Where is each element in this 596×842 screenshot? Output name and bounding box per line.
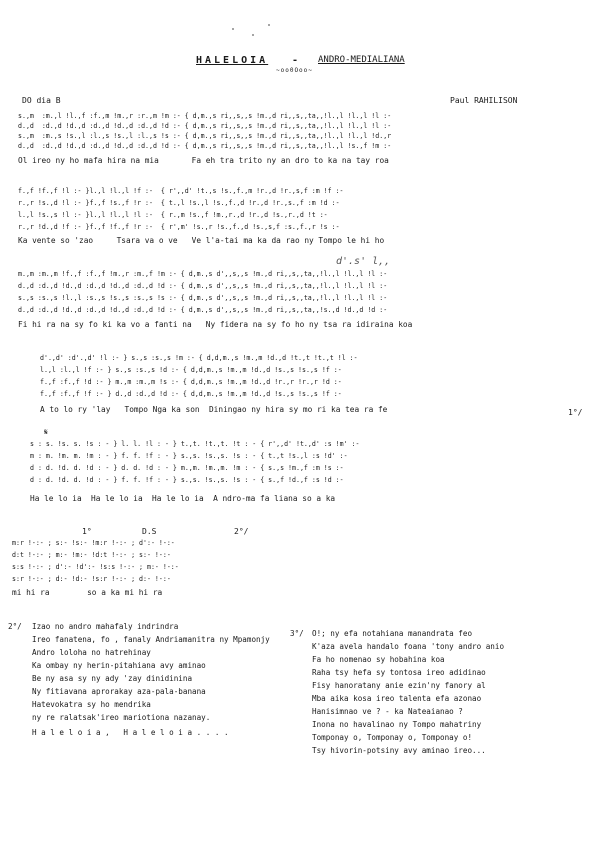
lyric-line: A to lo ry 'lay Tompo Nga ka son Diningao ny hira sy mo ri ka tea ra fe [40,405,388,414]
title-ornament: ~oo0Ooo~ [276,67,313,74]
voice-line-alto: l.,l :l.,l !f :- } s.,s :s.,s !d :- { d,d,m.,s !m.,m !d.,d !s.,s !s.,s !f :- [40,366,342,374]
stanza-line: K'aza avela handalo foana 'tony andro anio [312,642,505,651]
voice-line-alto: d.,d :d.,d !d.,d :d.,d !d.,d :d.,d !d :- { d,m.,s d',,s,,s !m.,d ri,,s,,ta,,!l.,l !l.,l !l :- [18,282,388,290]
voice-line-tenor: l.,l !s.,s !l :- }l.,l !l.,l !l :- { r.,m !s.,f !m.,r.,d !r.,d !s.,r.,d !t :- [18,211,328,219]
stanza-number: 2°/ [8,622,22,631]
voice-line-alto: m : m. !m. m. !m : - } f. f. !f : - } s.,s. !s.,s. !s : - { t.,t !s.,l :s !d' :- [30,452,348,460]
stanza-line: Hanisimnao ve ? - ka Nateaianao ? [312,707,463,716]
voice-line-tenor: f.,f :f.,f !d :- } m.,m :m.,m !s :- { d,d,m.,s !m.,m !d.,d !r.,r !r.,r !d :- [40,378,342,386]
volta-label-2: 2°/ [234,527,249,536]
stanza-line: Tsy hivorin-potsiny avy aminao ireo... [312,746,486,755]
lyric-line: Ol ireo ny ho mafa hira na mia Fa eh tra trito ny an dro to ka na tay roa [18,156,389,165]
stanza-line: Andro loloha no hatrehinay [32,648,151,657]
voice-line-bass: f.,f :f.,f !f :- } d.,d :d.,d !d :- { d,d,m.,s !m.,m !d.,d !s.,s !s.,s !f :- [40,390,342,398]
lyric-line: Ha le lo ia Ha le lo ia Ha le lo ia A ndro-ma fa liana so a ka [30,494,336,503]
voice-line-bass: d.,d :d.,d !d.,d :d.,d !d.,d :d.,d !d :- { d,m.,s d',,s,,s !m.,d ri,,s,,ta,,!s.,d !d.,d !d :- [18,306,388,314]
stanza-line: Ka ombay ny herin-pitahiana avy aminao [32,661,206,670]
composer-name: Paul RAHILISON [450,96,518,105]
voice-line-tenor: s:s !-:- ; d':- !d':- !s:s !-:- ; m:- !-:- [12,563,179,571]
dal-segno-label: D.S [142,527,157,536]
voice-line-soprano: m:r !-:- ; s:- !s:- !m:r !-:- ; d':- !-:- [12,539,175,547]
song-subtitle: ANDRO-MEDIALIANA [318,55,405,65]
stanza-line: Hatevokatra sy ho mendrika [32,700,151,709]
voice-line-tenor: s.,s :s.,s !l.,l :s.,s !s.,s :s.,s !s :- { d,m.,s d',,s,,s !m.,d ri,,s,,ta,,!l.,l !l.,l !l :- [18,294,388,302]
stanza-line: Raha tsy hefa sy tontosa ireo adidinao [312,668,486,677]
voice-line-bass: s:r !-:- ; d:- !d:- !s:r !-:- ; d:- !-:- [12,575,171,583]
title-separator: - [292,55,299,66]
stanza-line: Ny fitiavana aprorakay aza-pala-banana [32,687,206,696]
stanza-line: Tomponay o, Tomponay o, Tomponay o! [312,733,473,742]
lyric-line: Ka vente so 'zao Tsara va o ve Ve l'a-tai ma ka da rao ny Tompo le hi ho [18,236,385,245]
stanza-line: Mba aika kosa ireo talenta efa azonao [312,694,482,703]
handwritten-note: d'.s' l,, [336,256,391,267]
voice-line-alto: d:t !-:- ; m:- !m:- !d:t !-:- ; s:- !-:- [12,551,171,559]
voice-line-bass: r.,r !d.,d !f :- }f.,f !f.,f !r :- { r',m' !s.,r !s.,f.,d !s.,s,f :s.,f.,r !s :- [18,223,340,231]
voice-line-bass: d.,d :d.,d !d.,d :d.,d !d.,d :d.,d !d :- { d,m.,s ri,,s,,s !m.,d ri,,s,,ta,,!l.,l !s.,f !m :- [18,142,392,150]
stanza-line: Ireo fanatena, fo , fanaly Andriamanitra ny Mpamonjy [32,635,270,644]
voice-line-soprano: d'.,d' :d'.,d' !l :- } s.,s :s.,s !m :- { d,d,m.,s !m.,m !d.,d !t.,t !t.,t !l :- [40,354,358,362]
key-signature: DO dia B [22,96,61,105]
lyric-line: Fi hi ra na sy fo ki ka vo a fanti na Ny fidera na sy fo ho ny tsa ra idiraina koa [18,320,413,329]
song-title: HALELOIA [196,55,269,66]
voice-line-tenor: d : d. !d. d. !d : - } d. d. !d : - } m.,m. !m.,m. !m : - { s.,s !m.,f :m !s :- [30,464,344,472]
voice-line-soprano: f.,f !f.,f !l :- }l.,l !l.,l !f :- { r',,d' !t.,s !s.,f.,m !r.,d !r.,s,f :m !f :- [18,187,344,195]
stanza-line: Be ny asa sy ny ady 'zay dinidinina [32,674,193,683]
voice-line-alto: r.,r !s.,d !l :- }f.,f !s.,f !r :- { t.,l !s.,l !s.,f.,d !r.,d !r.,s.,f :m !d :- [18,199,340,207]
lyric-line: mi hi ra so a ka mi hi ra [12,588,163,597]
voice-line-alto: d.,d :d.,d !d.,d :d.,d !d.,d :d.,d !d :- { d,m.,s ri,,s,,s !m.,d ri,,s,,ta,,!l.,l !l.,l !l :- [18,122,392,130]
stanza-number: 3°/ [290,629,304,638]
volta-label-1: 1°/ [568,408,583,417]
stanza-closing: H a l e l o i a , H a l e l o i a . . . . [32,728,229,737]
volta-label-1: 1° [82,527,92,536]
segno-sign: 𝄋 [44,428,48,438]
voice-line-tenor: s.,m :m.,s !s.,l :l.,s !s.,l :l.,s !s :- { d,m.,s ri,,s,,s !m.,d ri,,s,,ta,,!l.,l !l.,l !d.,r [18,132,392,140]
voice-line-bass: d : d. !d. d. !d : - } f. f. !f : - } s.,s. !s.,s. !s : - { s.,f !d.,f :s !d :- [30,476,344,484]
scan-speck [252,34,254,36]
stanza-line: Izao no andro mahafaly indrindra [32,622,179,631]
voice-line-soprano: m.,m :m.,m !f.,f :f.,f !m.,r :m.,f !m :- { d,m.,s d',,s,,s !m.,d ri,,s,,ta,,!l.,l !l.,l !l :- [18,270,388,278]
stanza-line: Inona no havalinao ny Tompo mahatriny [312,720,482,729]
stanza-line: O!; ny efa notahiana manandrata feo [312,629,473,638]
scan-speck [232,28,234,30]
stanza-line: ny re ralatsak'ireo mariotiona nazanay. [32,713,211,722]
scan-speck [268,24,270,26]
voice-line-soprano: s : s. !s. s. !s : - } l. l. !l : - } t.,t. !t.,t. !t : - { r',,d' !t.,d' :s !m' :- [30,440,360,448]
stanza-line: Fa ho nomenao sy hobahina koa [312,655,445,664]
stanza-line: Fisy hanoratany anie ezin'ny fanory al [312,681,486,690]
voice-line-soprano: s.,m :m.,l !l.,f :f.,m !m.,r :r.,m !m :- { d,m.,s ri,,s,,s !m.,d ri,,s,,ta,,!l.,l !l.,l !l :- [18,112,392,120]
